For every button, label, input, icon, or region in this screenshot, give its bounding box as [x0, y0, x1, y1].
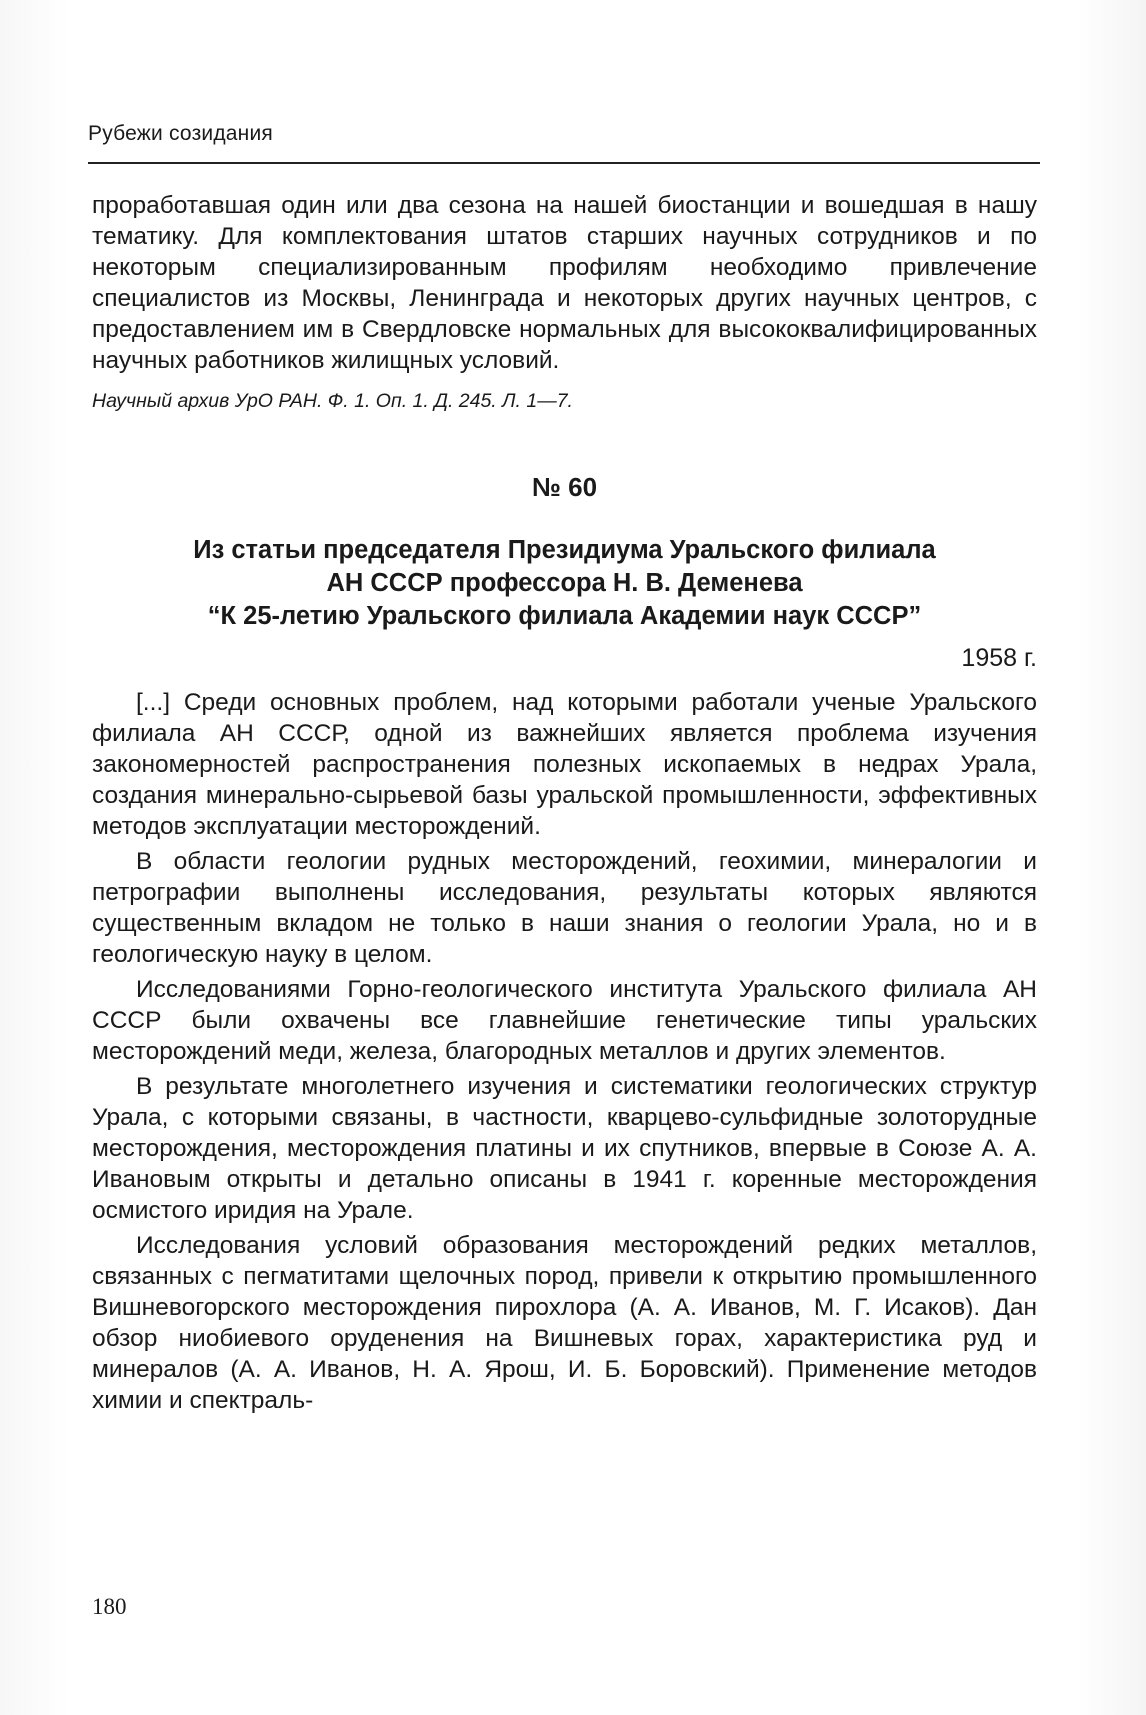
- continuation-paragraph: проработавшая один или два сезона на нашей биостанции и вошедшая в нашу тематику. Для комплектования штатов старших научных сотрудников и по некоторым специализированным профилям необходимо привлечение специалистов из Москвы, Ленинграда и некоторых других научных центров, с предоставлением им в Свердловске нормальных для высококвалифицированных научных работников жилищных условий.: [92, 192, 1037, 374]
- body-paragraph: В результате многолетнего изучения и систематики геологических структур Урала, с которыми связаны, в частности, кварцево-сульфидные золоторудные месторождения, месторождения платины и их спутников, впервые в Союзе А. А. Ивановым открыты и детально описаны в 1941 г. коренные месторождения осмистого иридия на Урале.: [92, 1073, 1037, 1224]
- body-paragraph: Исследованиями Горно-геологического института Уральского филиала АН СССР были охвачены все главнейшие генетические типы уральских месторождений меди, железа, благородных металлов и других элементов.: [92, 976, 1037, 1065]
- document-number: № 60: [531, 472, 598, 502]
- document-title: [92, 534, 1037, 633]
- document-title-line: “К 25-летию Уральского филиала Академии наук СССР”: [207, 602, 922, 630]
- body-paragraph: Исследования условий образования месторождений редких металлов, связанных с пегматитами щелочных пород, привели к открытию промышленного Вишневогорского месторождения пирохлора (А. А. Иванов, М. Г. Исаков). Дан обзор ниобиевого оруденения на Вишневых горах, характеристика руд и минералов (А. А. Иванов, Н. А. Ярош, И. Б. Боровский). Применение методов химии и спектраль-: [92, 1232, 1037, 1414]
- body-paragraph: В области геологии рудных месторождений, геохимии, минералогии и петрографии выполнены исследования, результаты которых являются существенным вкладом не только в наши знания о геологии Урала, но и в геологическую науку в целом.: [92, 848, 1037, 968]
- header-divider: [88, 162, 1040, 164]
- page-number: 180: [92, 1594, 127, 1619]
- body-paragraph: [...] Среди основных проблем, над которыми работали ученые Уральского филиала АН СССР, одной из важнейших является проблема изучения закономерностей распространения полезных ископаемых в недрах Урала, создания минерально-сырьевой базы уральской промышленности, эффективных методов эксплуатации месторождений.: [92, 689, 1037, 840]
- document-title-line: АН СССР профессора Н. В. Деменева: [326, 569, 803, 597]
- page-text-block: [92, 190, 1037, 1416]
- document-title-line: Из статьи председателя Президиума Уральского филиала: [193, 536, 936, 564]
- archive-source-note: Научный архив УрО РАН. Ф. 1. Оп. 1. Д. 245. Л. 1—7.: [92, 390, 573, 412]
- document-date: 1958 г.: [961, 644, 1037, 672]
- running-head-title: Рубежи созидания: [88, 122, 273, 145]
